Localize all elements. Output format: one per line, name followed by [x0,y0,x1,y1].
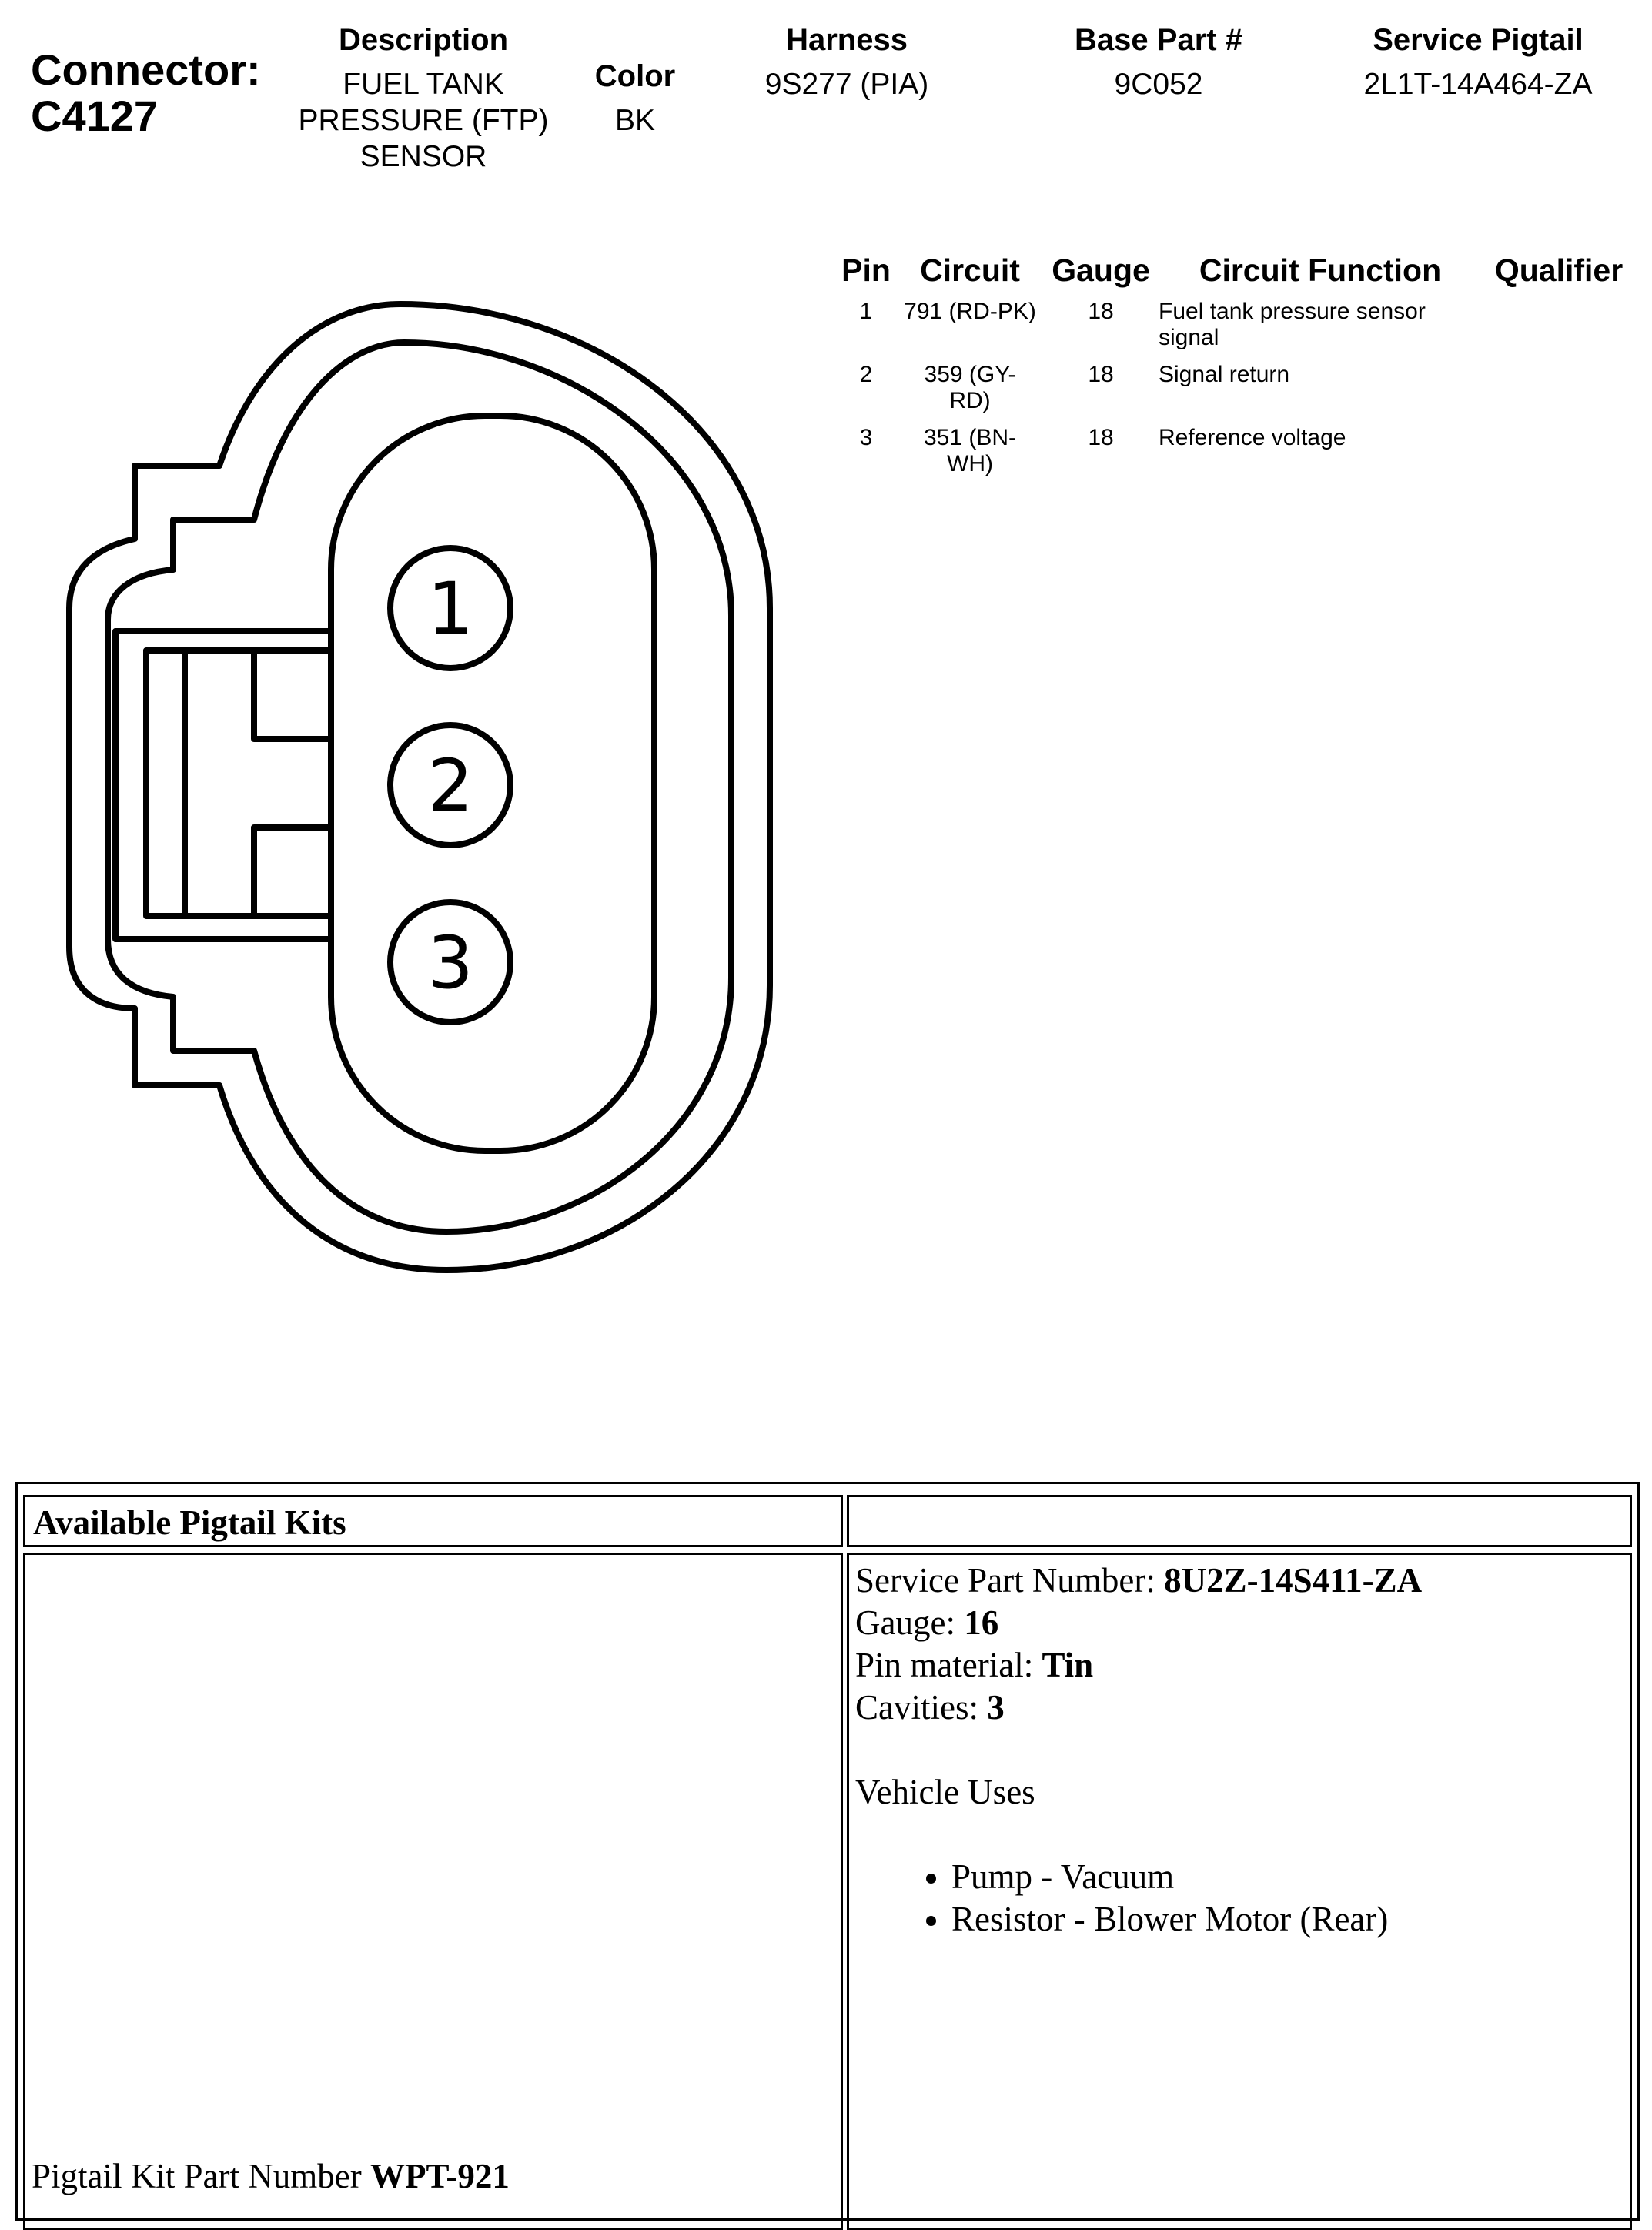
circuit-line: 351 (BN- [923,425,1017,450]
pin-2-number: 2 [427,744,473,828]
color-label: Color [594,59,676,93]
service-part-number-line [855,1560,1624,1602]
circuit-header: Circuit [920,252,1020,288]
vehicle-uses-list [855,1856,1624,1941]
qualifier-header: Qualifier [1494,252,1624,288]
color-value: BK [614,104,656,137]
circuit-line: RD) [949,388,991,413]
circuit-function-header: Circuit Function [1199,252,1442,288]
description-line: PRESSURE (FTP) [298,104,549,137]
vehicle-uses-label: Vehicle Uses [855,1773,1035,1811]
circuit-line: WH) [947,451,993,476]
connector-id: C4127 [31,92,159,140]
kit-part-label: Pigtail Kit Part Number [32,2157,370,2195]
list-item: • Pump - Vacuum [951,1856,1624,1898]
service-part-label: Service Part Number: [855,1561,1165,1600]
circuit-line: 791 (RD-PK) [904,299,1036,324]
description-line: FUEL TANK [343,68,504,101]
connector-face-diagram [0,0,816,1324]
gauge-value: 16 [964,1603,999,1642]
pin-cell: 2 [859,362,873,387]
latch-key [254,650,331,916]
pin-cell: 1 [859,299,873,324]
latch-inner [146,650,331,916]
gauge-cell: 18 [1088,299,1114,324]
description-line: SENSOR [359,140,487,173]
circuit-cell [893,299,1047,325]
gauge-cell: 18 [1088,425,1114,450]
cavities-label: Cavities: [855,1688,988,1727]
pin-material-line [855,1644,1624,1687]
kit-part-value: WPT-921 [370,2157,510,2195]
gauge-line [855,1602,1624,1644]
pigtail-kit-part-number [32,2155,510,2198]
function-line: Reference voltage [1159,425,1346,450]
pigtail-kit-image-cell [23,1553,843,2230]
service-pigtail-label: Service Pigtail [1373,23,1583,57]
base-part-value: 9C052 [1114,68,1203,101]
pin-3-number: 3 [427,921,473,1005]
gauge-label: Gauge: [855,1603,965,1642]
function-line: Fuel tank pressure sensor [1159,299,1426,324]
description-label: Description [338,23,509,57]
cavities-value: 3 [987,1688,1005,1727]
circuit-line: 359 (GY- [924,362,1016,387]
base-part-label: Base Part # [1075,23,1242,57]
function-cell [1159,299,1482,351]
gauge-cell: 18 [1088,362,1114,387]
harness-label: Harness [786,23,908,57]
pin-cell: 3 [859,425,873,450]
pin-1-number: 1 [427,567,473,651]
pigtail-kits-title-spacer [847,1495,1632,1547]
circuit-cell [893,425,1047,477]
cavities-line [855,1687,1624,1729]
connector-label: Connector: [31,45,261,94]
function-cell [1159,362,1482,388]
pigtail-kits-title: Available Pigtail Kits [23,1495,843,1547]
service-part-value: 8U2Z-14S411-ZA [1164,1561,1423,1600]
function-line: Signal return [1159,362,1290,387]
function-line: signal [1159,325,1219,350]
pigtail-kit-details [847,1553,1632,2230]
service-pigtail-value: 2L1T-14A464-ZA [1363,68,1593,101]
housing-inner-outline [108,343,731,1232]
pin-header: Pin [841,252,891,288]
gauge-header: Gauge [1052,252,1150,288]
list-item: • Resistor - Blower Motor (Rear) [951,1898,1624,1941]
harness-value: 9S277 (PIA) [764,68,929,101]
pin-material-label: Pin material: [855,1646,1042,1684]
function-cell [1159,425,1482,451]
circuit-cell [893,362,1047,414]
pin-cavity-outline [331,416,654,1151]
pin-material-value: Tin [1042,1646,1094,1684]
